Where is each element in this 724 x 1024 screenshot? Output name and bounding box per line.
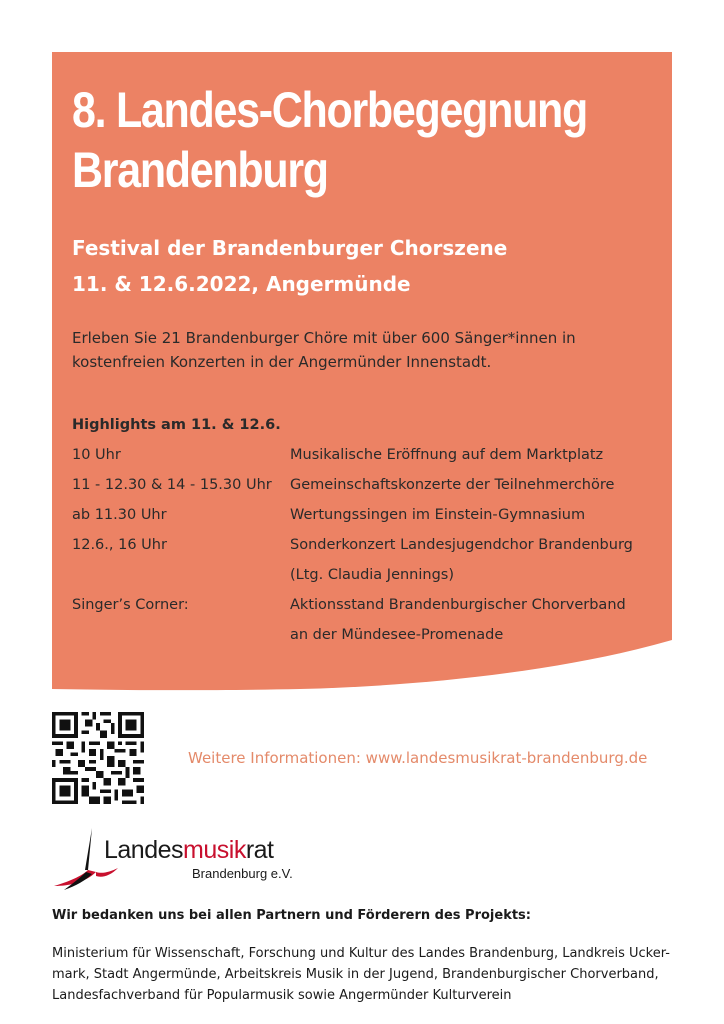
highlight-row [72,500,672,530]
highlight-description [290,590,672,650]
page-title [72,80,622,200]
logo-name-part: rat [245,836,274,864]
highlight-time: 11 - 12.30 & 14 - 15.30 Uhr [72,477,272,493]
intro-line-2: kostenfreien Konzerten in der Angermünder Innenstadt. [72,353,492,371]
logo-name-part-red: musik [183,836,246,864]
title-line-2: Brandenburg [72,142,328,198]
highlight-time: ab 11.30 Uhr [72,507,167,523]
highlight-line: Musikalische Eröffnung auf dem Marktplatz [290,447,604,463]
qr-code-icon[interactable] [52,712,144,804]
highlight-time: 10 Uhr [72,447,121,463]
subtitle-line-1: Festival der Brandenburger Chorszene [72,236,508,260]
thanks-heading: Wir bedanken uns bei allen Partnern und Förderern des Projekts: [52,908,531,923]
highlight-description [290,530,672,590]
logo-name-part: Landes [104,836,184,864]
title-line-1: 8. Landes-Chorbegegnung [72,82,588,138]
more-info-link[interactable]: Weitere Informationen: www.landesmusikrat-brandenburg.de [188,749,648,767]
highlight-time: Singer’s Corner: [72,597,189,613]
highlight-description [290,500,672,530]
highlight-line: Aktionsstand Brandenburgischer Chorverband [290,597,626,613]
subtitle [72,230,672,302]
highlight-row [72,530,672,590]
intro-line-1: Erleben Sie 21 Brandenburger Chöre mit über 600 Sänger*innen in [72,329,576,347]
partners-line-3: Landesfachverband für Popularmusik sowie Angermünder Kulturverein [52,988,512,1003]
logo-subtitle: Brandenburg e.V. [192,866,293,881]
highlights [72,410,672,650]
logo-name [104,836,274,865]
highlight-line: (Ltg. Claudia Jennings) [290,567,455,583]
intro-text [72,326,682,374]
highlight-line: Gemeinschaftskonzerte der Teilnehmerchöre [290,477,615,493]
highlights-heading: Highlights am 11. & 12.6. [72,417,281,433]
partners-line-1: Ministerium für Wissenschaft, Forschung und Kultur des Landes Brandenburg, Landkreis Ucker- [52,946,670,961]
partners-line-2: mark, Stadt Angermünde, Arbeitskreis Musik in der Jugend, Brandenburgischer Chorverband, [52,967,659,982]
highlight-time: 12.6., 16 Uhr [72,537,167,553]
highlight-row [72,440,672,470]
partners-list [52,943,692,1006]
highlight-line: Wertungssingen im Einstein-Gymnasium [290,507,586,523]
highlight-description [290,440,672,470]
highlight-line: Sonderkonzert Landesjugendchor Brandenburg [290,537,633,553]
highlight-row [72,470,672,500]
highlight-row [72,590,672,650]
highlight-line: an der Mündesee-Promenade [290,627,504,643]
subtitle-line-2: 11. & 12.6.2022, Angermünde [72,272,411,296]
highlight-description [290,470,672,500]
